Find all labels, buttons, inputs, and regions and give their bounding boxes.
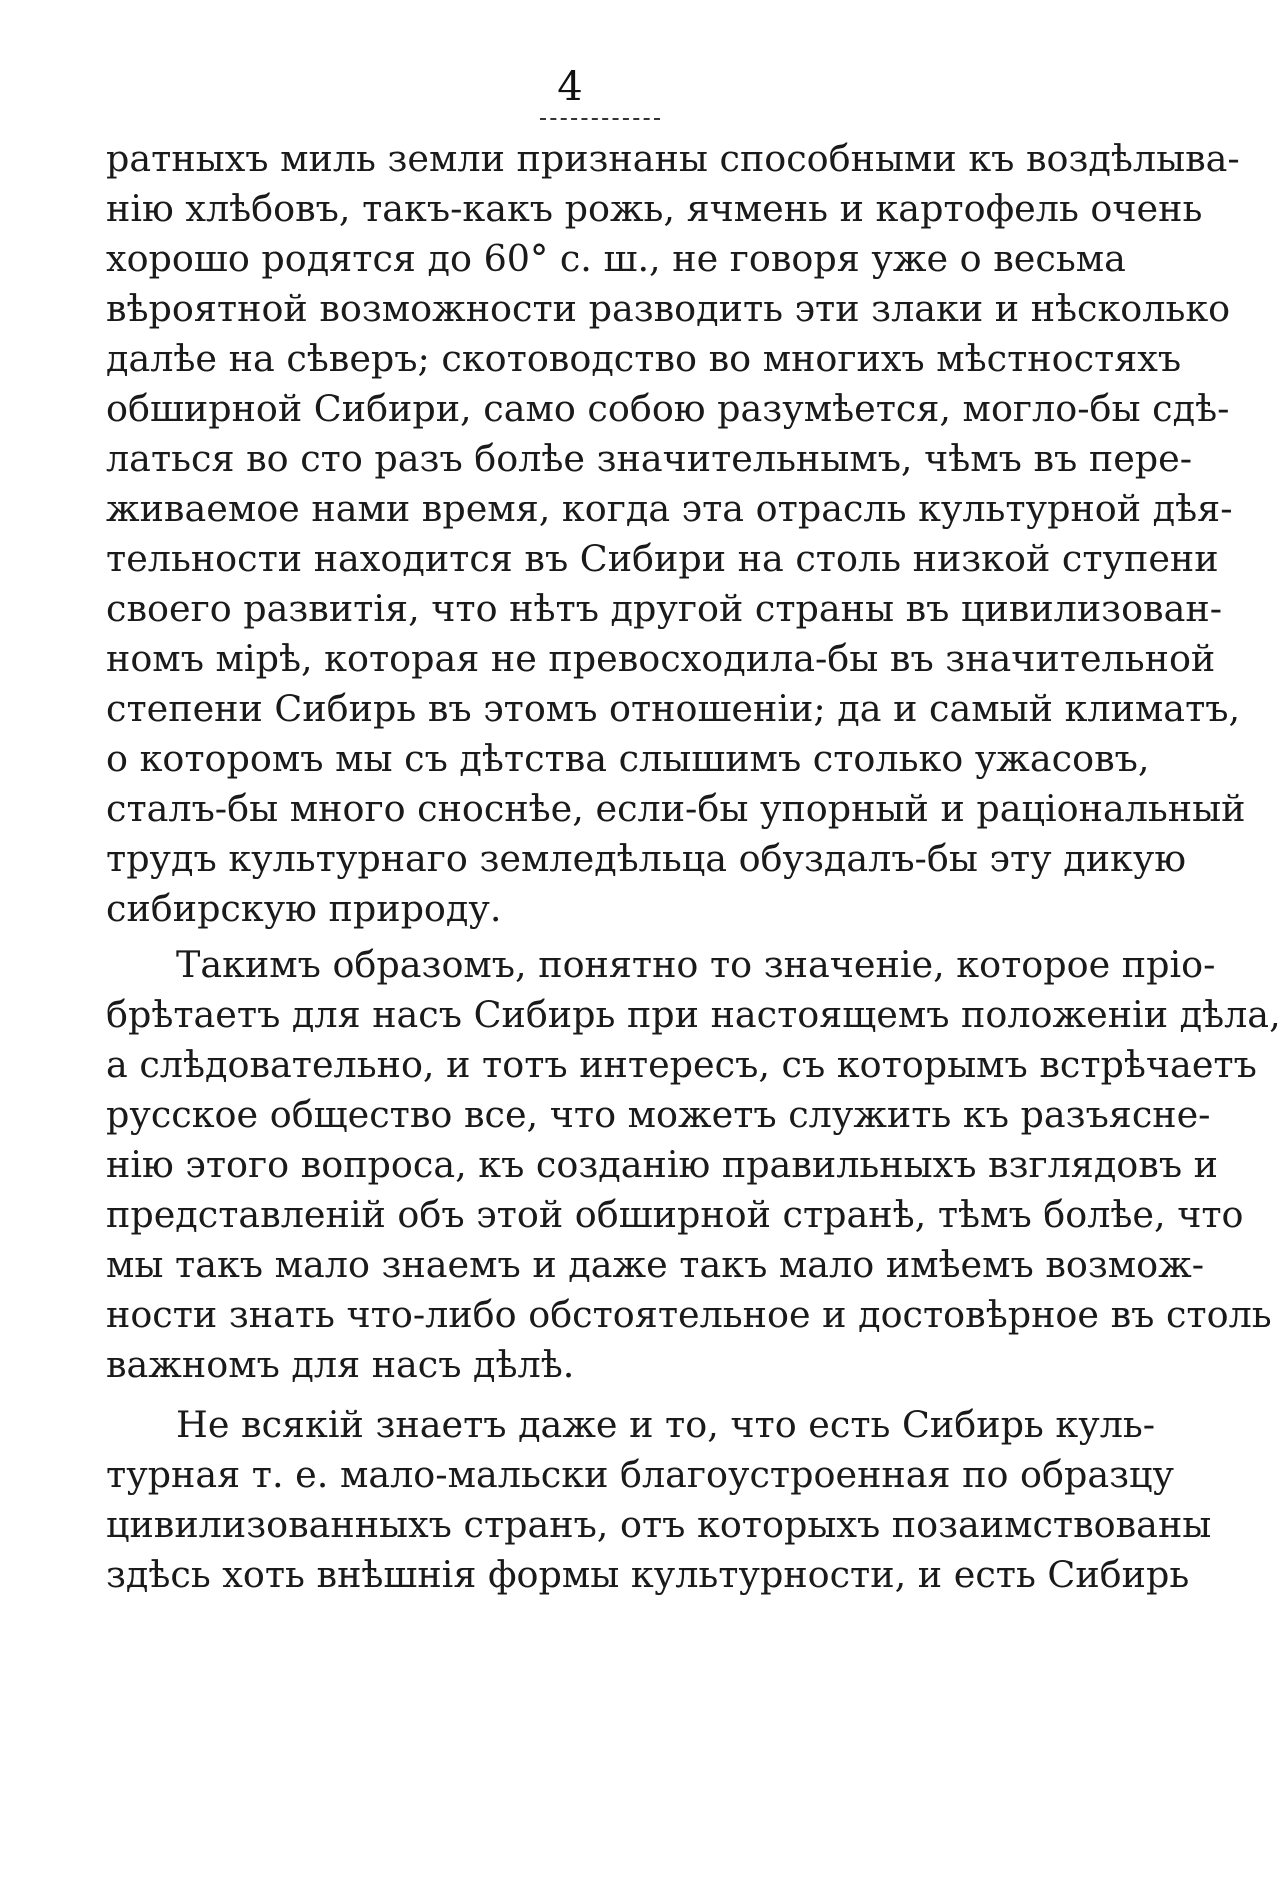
text-line: обширной Сибири, само собою разумѣется, могло-бы сдѣ-	[106, 387, 1230, 430]
text-line: Такимъ образомъ, понятно то значеніе, которое пріо-	[176, 943, 1216, 986]
text-line: ратныхъ миль земли признаны способными къ воздѣлыва-	[106, 137, 1240, 180]
text-line: латься во сто разъ болѣе значительнымъ, чѣмъ въ пере-	[106, 437, 1193, 480]
text-line: русское общество все, что можетъ служить къ разъясне-	[106, 1093, 1211, 1136]
text-line: вѣроятной возможности разводить эти злаки и нѣсколько	[106, 287, 1231, 330]
text-line: нію хлѣбовъ, такъ-какъ рожь, ячмень и картофель очень	[106, 187, 1203, 230]
text-line: а слѣдовательно, и тотъ интересъ, съ которымъ встрѣчаетъ	[106, 1043, 1257, 1086]
text-line: сталъ-бы много сноснѣе, если-бы упорный и раціональный	[106, 787, 1246, 830]
text-line: цивилизованныхъ странъ, отъ которыхъ позаимствованы	[106, 1503, 1212, 1546]
text-line: живаемое нами время, когда эта отрасль культурной дѣя-	[106, 487, 1233, 530]
text-line: степени Сибирь въ этомъ отношеніи; да и самый климатъ,	[106, 687, 1241, 730]
text-line: представленій объ этой обширной странѣ, тѣмъ болѣе, что	[106, 1193, 1244, 1236]
text-line: трудъ культурнаго земледѣльца обуздалъ-бы эту дикую	[106, 837, 1187, 880]
header-rule	[540, 118, 660, 120]
text-line: далѣе на сѣверъ; скотоводство во многихъ мѣстностяхъ	[106, 337, 1182, 380]
text-line: Не всякій знаетъ даже и то, что есть Сибирь куль-	[176, 1403, 1156, 1446]
page-number: 4	[557, 64, 583, 110]
text-line: здѣсь хоть внѣшнія формы культурности, и есть Сибирь	[106, 1553, 1190, 1596]
text-line: важномъ для насъ дѣлѣ.	[106, 1343, 575, 1386]
text-line: турная т. е. мало-мальски благоустроенная по образцу	[106, 1453, 1174, 1496]
text-line: нію этого вопроса, къ созданію правильныхъ взглядовъ и	[106, 1143, 1218, 1186]
text-line: мы такъ мало знаемъ и даже такъ мало имѣемъ возмож-	[106, 1243, 1205, 1286]
text-line: ности знать что-либо обстоятельное и достовѣрное въ столь	[106, 1293, 1272, 1336]
text-line: сибирскую природу.	[106, 887, 502, 930]
text-line: о которомъ мы съ дѣтства слышимъ столько ужасовъ,	[106, 737, 1150, 780]
text-line: хорошо родятся до 60° с. ш., не говоря уже о весьма	[106, 237, 1126, 280]
text-line: своего развитія, что нѣтъ другой страны въ цивилизован-	[106, 587, 1223, 630]
text-line: тельности находится въ Сибири на столь низкой ступени	[106, 537, 1219, 580]
text-line: номъ мірѣ, которая не превосходила-бы въ значительной	[106, 637, 1216, 680]
text-line: брѣтаетъ для насъ Сибирь при настоящемъ положеніи дѣла,	[106, 993, 1281, 1036]
